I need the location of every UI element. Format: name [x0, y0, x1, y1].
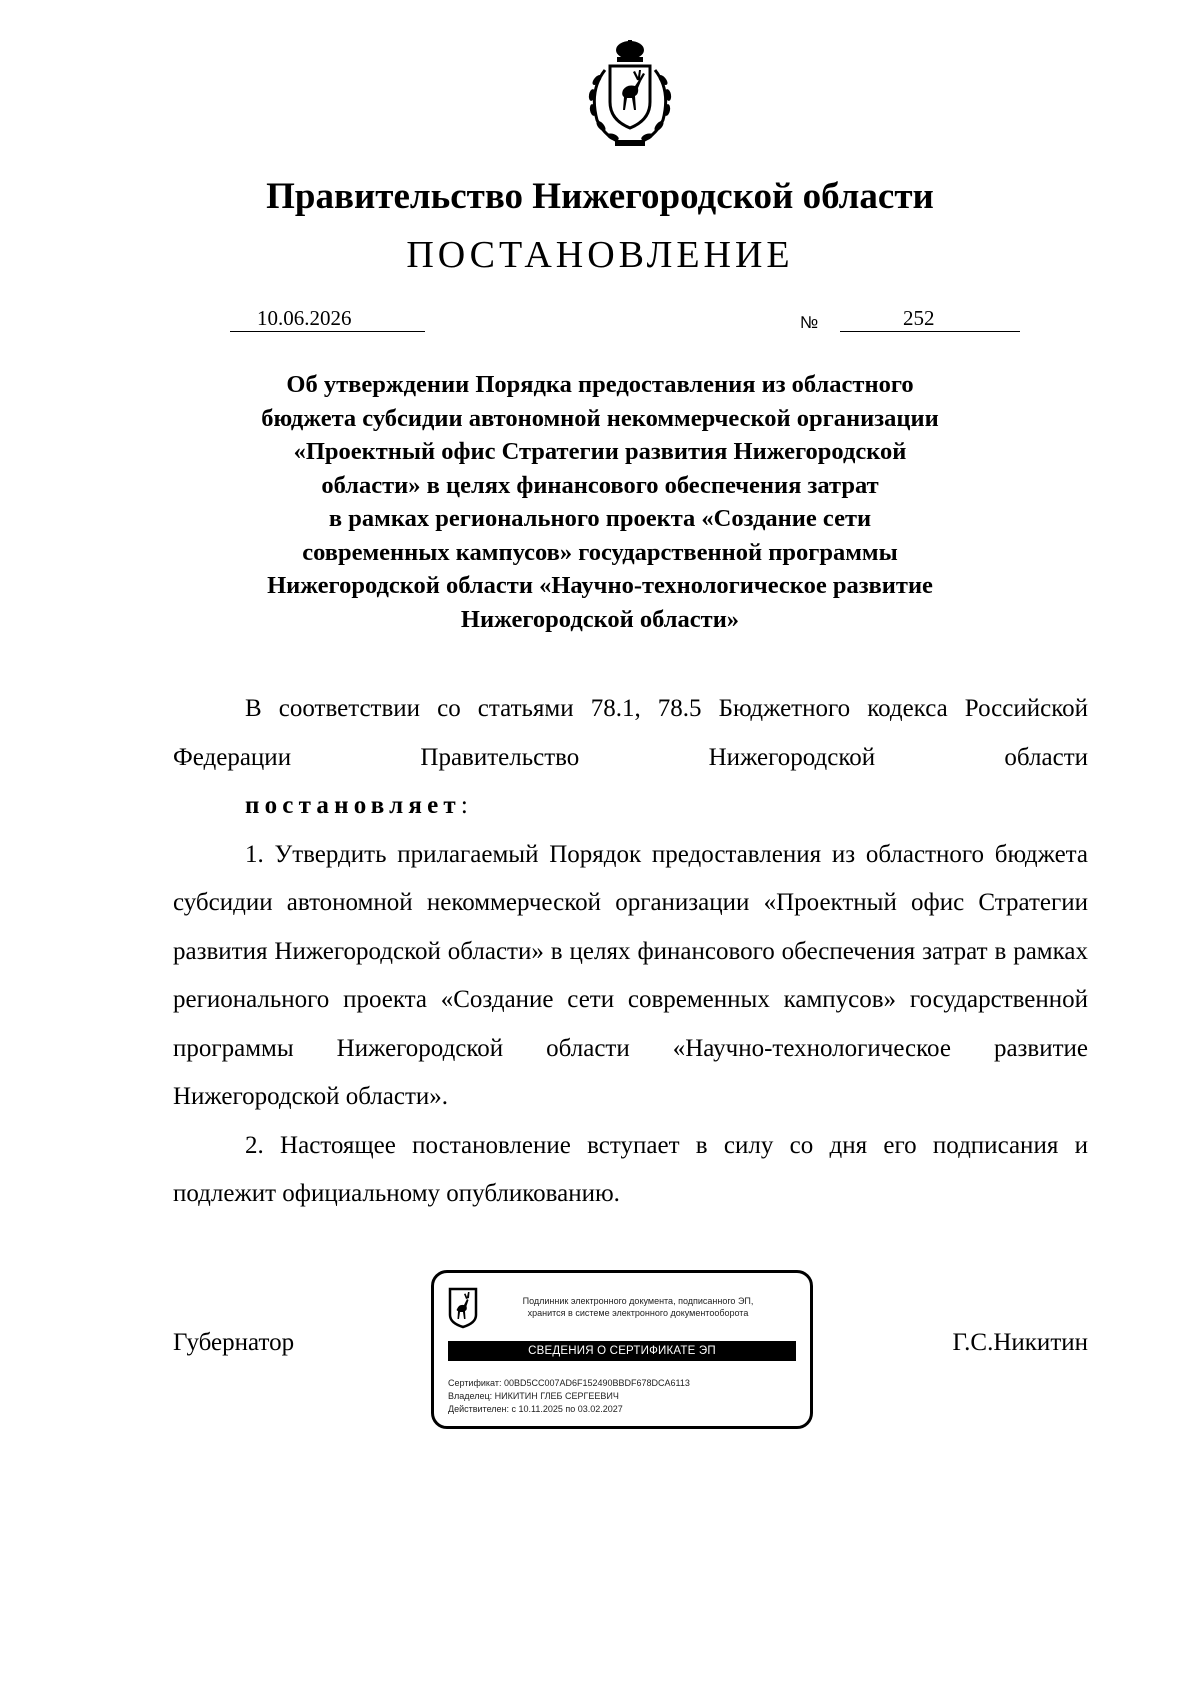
- subject-line: Об утверждении Порядка предоставления из областного: [286, 371, 914, 398]
- document-type: ПОСТАНОВЛЕНИЕ: [406, 234, 794, 276]
- certificate-validity: Действителен: с 10.11.2025 по 03.02.2027: [448, 1404, 623, 1414]
- document-number: 252: [903, 306, 935, 330]
- subject-line: «Проектный офис Стратегии развития Нижегородской: [293, 438, 907, 465]
- signatory-name: Г.С.Никитин: [952, 1329, 1088, 1356]
- document-date-field: [230, 305, 425, 332]
- document-number-field: [840, 305, 1020, 332]
- subject-line: Нижегородской области»: [460, 605, 740, 633]
- stamp-header: [488, 1295, 788, 1319]
- stamp-header-line: Подлинник электронного документа, подписанного ЭП,: [522, 1296, 754, 1306]
- stamp-info: [448, 1377, 690, 1416]
- certificate-owner: Владелец: НИКИТИН ГЛЕБ СЕРГЕЕВИЧ: [448, 1391, 619, 1401]
- decree-line: [173, 782, 1088, 831]
- document-subject: [180, 368, 1020, 636]
- stamp-certificate-bar: СВЕДЕНИЯ О СЕРТИФИКАТЕ ЭП: [448, 1341, 796, 1361]
- subject-line: бюджета субсидии автономной некоммерческой организации: [261, 404, 939, 432]
- subject-line: Нижегородской области «Научно-технологическое развитие: [267, 572, 933, 599]
- subject-line: области» в целях финансового обеспечения затрат: [321, 471, 879, 499]
- nizhny-novgorod-coat-of-arms-icon: [575, 40, 685, 152]
- deer-shield-icon: [448, 1287, 478, 1329]
- preamble-paragraph: В соответствии со статьями 78.1, 78.5 Бюджетного кодекса Российской Федерации Правительство Нижегородской области: [173, 695, 1088, 771]
- signatory-position: Губернатор: [173, 1329, 295, 1356]
- decree-word: постановляет: [245, 792, 461, 819]
- government-title: Правительство Нижегородской области: [266, 176, 934, 217]
- certificate-id: Сертификат: 00BD5CC007AD6F152490BBDF678DCA6113: [448, 1378, 690, 1388]
- e-signature-stamp: [431, 1270, 813, 1429]
- subject-line: современных кампусов» государственной программы: [302, 538, 898, 566]
- stamp-header-line: хранится в системе электронного документооборота: [527, 1308, 749, 1318]
- number-sign: №: [800, 313, 819, 332]
- item-1-paragraph: 1. Утвердить прилагаемый Порядок предоставления из областного бюджета субсидии автономной некоммерческой организации «Проектный офис Стратегии развития Нижегородской области» в целях финансового обеспечения затрат в рамках регионального проекта «Создание сети современных кампусов» государственной программы Нижегородской области «Научно-технологическое развитие Нижегородской области».: [173, 840, 1088, 1110]
- document-body: [173, 685, 1088, 1219]
- document-date: 10.06.2026: [257, 306, 352, 330]
- decree-colon: :: [460, 792, 468, 819]
- item-2-paragraph: 2. Настоящее постановление вступает в силу со дня его подписания и подлежит официальному опубликованию.: [173, 1131, 1088, 1207]
- subject-line: в рамках регионального проекта «Создание сети: [328, 505, 872, 532]
